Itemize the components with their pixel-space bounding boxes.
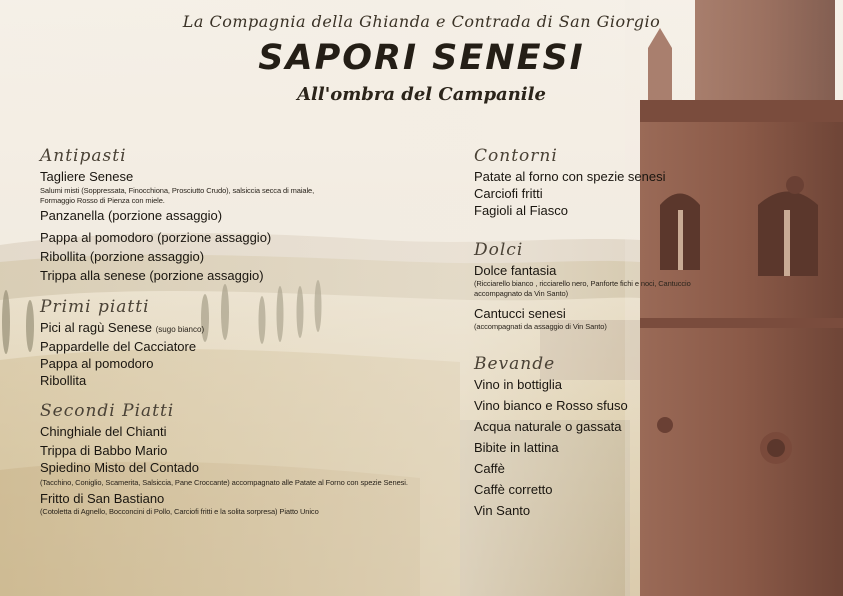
- menu-item: Carciofi fritti: [474, 186, 543, 201]
- menu-item: Dolce fantasia: [474, 263, 557, 278]
- menu-item: Tagliere Senese: [40, 169, 134, 184]
- section-title: Bevande: [474, 354, 556, 374]
- section-title: Contorni: [474, 146, 558, 166]
- item-note: (accompagnati da assaggio di Vin Santo): [474, 322, 607, 331]
- section-contorni: [474, 146, 804, 219]
- item-note: Salumi misti (Soppressata, Finocchiona, Prosciutto Crudo), salsiccia secca di maiale,: [40, 186, 315, 195]
- menu-item: Vino bianco e Rosso sfuso: [474, 398, 628, 413]
- item-name: Pici al ragù Senese: [40, 320, 153, 335]
- menu-item: Pappa al pomodoro: [40, 356, 154, 371]
- menu-item: Trippa di Babbo Mario: [40, 443, 168, 458]
- organizer-line: La Compagnia della Ghianda e Contrada di San Giorgio: [182, 12, 661, 31]
- section-dolci: [474, 240, 804, 332]
- item-note: (Cotoletta di Agnello, Bocconcini di Pollo, Carciofi fritti e la solita sorpresa) Piatto Unico: [40, 507, 319, 516]
- menu-item: Fagioli al Fiasco: [474, 203, 568, 218]
- section-title: Secondi Piatti: [40, 401, 175, 421]
- menu-item: Ribollita (porzione assaggio): [40, 249, 205, 264]
- menu-item: Caffè: [474, 461, 505, 476]
- left-column: [40, 146, 460, 517]
- menu-item: Bibite in lattina: [474, 440, 559, 455]
- section-title: Dolci: [474, 240, 524, 260]
- menu-item: Vino in bottiglia: [474, 377, 562, 392]
- menu-item: Patate al forno con spezie senesi: [474, 169, 666, 184]
- menu-item: Acqua naturale o gassata: [474, 419, 622, 434]
- menu-title: SAPORI SENESI: [258, 38, 585, 78]
- menu-item: Chinghiale del Chianti: [40, 424, 167, 439]
- menu-item: Ribollita: [40, 373, 87, 388]
- menu-item: Panzanella (porzione assaggio): [40, 208, 223, 223]
- menu-item: Caffè corretto: [474, 482, 553, 497]
- menu-item: Fritto di San Bastiano: [40, 491, 165, 506]
- menu-item: Pappa al pomodoro (porzione assaggio): [40, 230, 272, 245]
- right-column: [474, 146, 804, 519]
- menu-subtitle: All'ombra del Campanile: [297, 84, 546, 105]
- item-note: Formaggio Rosso di Pienza con miele.: [40, 196, 165, 205]
- item-note: (Ricciarello bianco , ricciarello nero, Panforte fichi e noci, Cantuccio: [474, 279, 691, 288]
- item-note: accompagnato da Vin Santo): [474, 289, 568, 298]
- menu-item: Vin Santo: [474, 503, 531, 518]
- menu-item: Trippa alla senese (porzione assaggio): [40, 268, 264, 283]
- menu-item: Cantucci senesi: [474, 306, 566, 321]
- section-bevande: [474, 354, 804, 519]
- section-primi: [40, 297, 460, 389]
- section-secondi: [40, 401, 460, 517]
- menu-item: Spiedino Misto del Contado: [40, 460, 199, 475]
- menu-item: Pappardelle del Cacciatore: [40, 339, 197, 354]
- section-antipasti: [40, 146, 460, 284]
- menu-item: [40, 319, 460, 338]
- section-title: Antipasti: [40, 146, 127, 166]
- item-note: (Tacchino, Coniglio, Scamerita, Salsiccia, Pane Croccante) accompagnato alle Patate al Forno con spezie Senesi.: [40, 478, 408, 487]
- section-title: Primi piatti: [40, 297, 150, 317]
- item-note: (sugo bianco): [155, 325, 205, 334]
